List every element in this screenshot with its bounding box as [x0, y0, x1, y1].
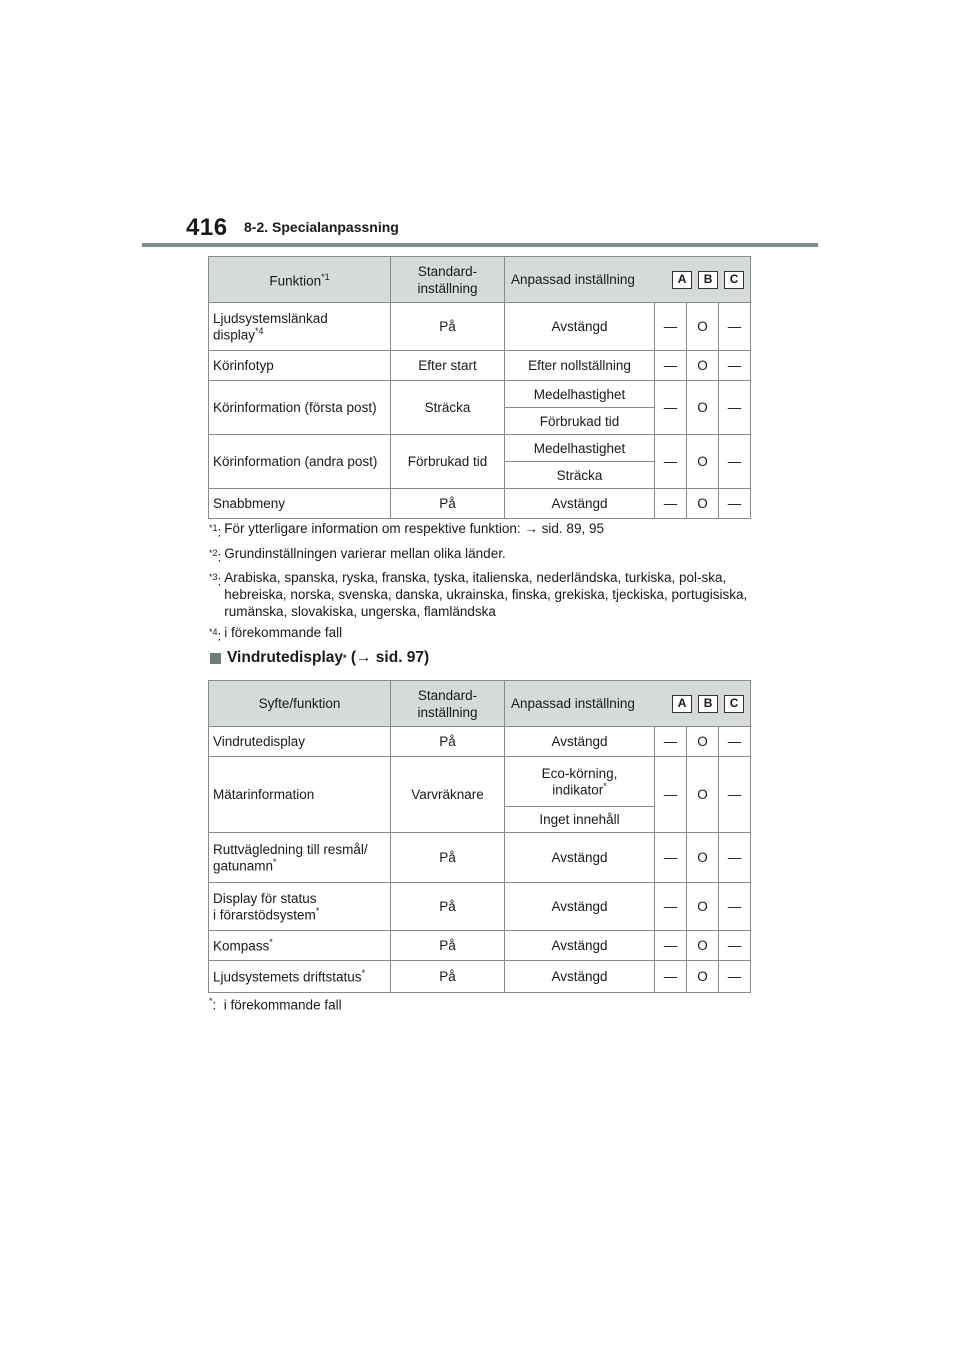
- col-a-cell: —: [655, 833, 687, 883]
- function-cell: Körinformation (första post): [209, 381, 391, 435]
- col-a-cell: —: [655, 883, 687, 931]
- custom-cell: Medelhastighet: [505, 381, 655, 408]
- col-c-cell: —: [719, 489, 751, 519]
- custom-cell: Avstängd: [505, 883, 655, 931]
- default-cell: På: [391, 961, 505, 993]
- function-cell: Kompass*: [209, 931, 391, 961]
- note-1: $^{*1}$: För ytterligare information om respektive funktion: → sid. 89, 95: [209, 521, 604, 540]
- col-b-cell: O: [687, 757, 719, 833]
- col-header-purpose: Syfte/funktion: [209, 681, 391, 727]
- col-b-cell: O: [687, 435, 719, 489]
- col-a-cell: —: [655, 757, 687, 833]
- default-cell: På: [391, 489, 505, 519]
- col-b-cell: O: [687, 833, 719, 883]
- col-c-cell: —: [719, 961, 751, 993]
- col-c-cell: —: [719, 381, 751, 435]
- table-row: [209, 303, 751, 351]
- default-cell: Efter start: [391, 351, 505, 381]
- col-a-cell: —: [655, 435, 687, 489]
- table-row: [209, 833, 751, 883]
- col-c-cell: —: [719, 757, 751, 833]
- col-c-cell: —: [719, 727, 751, 757]
- section-title: 8-2. Specialanpassning: [244, 219, 399, 235]
- col-header-custom: Anpassad inställning A B C: [505, 681, 751, 727]
- default-cell: På: [391, 727, 505, 757]
- col-c-cell: —: [719, 435, 751, 489]
- page-number: 416: [186, 214, 228, 241]
- function-cell: Display för status i förarstödsystem*: [209, 883, 391, 931]
- default-cell: På: [391, 303, 505, 351]
- function-cell: Snabbmeny: [209, 489, 391, 519]
- table-row: [209, 961, 751, 993]
- function-cell: Vindrutedisplay: [209, 727, 391, 757]
- col-a-cell: —: [655, 303, 687, 351]
- custom-cell: Avstängd: [505, 961, 655, 993]
- function-cell: Körinformation (andra post): [209, 435, 391, 489]
- custom-cell: Förbrukad tid: [505, 408, 655, 435]
- table-row: [209, 489, 751, 519]
- label-b-icon: B: [698, 271, 718, 289]
- custom-cell: Avstängd: [505, 489, 655, 519]
- custom-cell: Avstängd: [505, 833, 655, 883]
- col-header-custom: Anpassad inställning A B C: [505, 257, 751, 303]
- table-row: [209, 727, 751, 757]
- label-c-icon: C: [724, 695, 744, 713]
- custom-cell: Sträcka: [505, 462, 655, 489]
- custom-cell: Avstängd: [505, 931, 655, 961]
- col-a-cell: —: [655, 727, 687, 757]
- section-heading-windshield: Vindrutedisplay * (→ sid. 97): [210, 649, 429, 667]
- default-cell: Förbrukad tid: [391, 435, 505, 489]
- note-3: $^{*3}$: Arabiska, spanska, ryska, franska, tyska, italienska, nederländska, turkiska, pol-ska, hebreiska, norska, svenska, danska, ukrainska, finska, grekiska, tjeckiska, portugisiska, rumänska, slovakiska, ungerska, flamländska: [209, 570, 748, 619]
- label-c-icon: C: [724, 271, 744, 289]
- custom-cell: Avstängd: [505, 727, 655, 757]
- custom-cell: Eco-körning, indikator*: [505, 757, 655, 807]
- label-a-icon: A: [672, 695, 692, 713]
- col-b-cell: O: [687, 303, 719, 351]
- col-b-cell: O: [687, 883, 719, 931]
- note-4: $^{*4}$: i förekommande fall: [209, 625, 343, 644]
- footnotes: [209, 520, 769, 649]
- function-cell: Ljudsystemets driftstatus*: [209, 961, 391, 993]
- label-a-icon: A: [672, 271, 692, 289]
- default-cell: På: [391, 931, 505, 961]
- col-b-cell: O: [687, 727, 719, 757]
- table-row: [209, 351, 751, 381]
- function-cell: Ljudsystemslänkad display$^{*4}$: [209, 303, 391, 351]
- col-c-cell: —: [719, 833, 751, 883]
- table-row: [209, 931, 751, 961]
- col-a-cell: —: [655, 381, 687, 435]
- header-rule: [142, 243, 818, 247]
- function-cell: Mätarinformation: [209, 757, 391, 833]
- col-c-cell: —: [719, 931, 751, 961]
- col-b-cell: O: [687, 489, 719, 519]
- col-header-default: Standard- inställning: [391, 257, 505, 303]
- col-b-cell: O: [687, 961, 719, 993]
- col-a-cell: —: [655, 931, 687, 961]
- col-b-cell: O: [687, 351, 719, 381]
- col-c-cell: —: [719, 351, 751, 381]
- default-cell: Varvräknare: [391, 757, 505, 833]
- col-b-cell: O: [687, 931, 719, 961]
- custom-cell: Medelhastighet: [505, 435, 655, 462]
- col-header-default: Standard- inställning: [391, 681, 505, 727]
- default-cell: Sträcka: [391, 381, 505, 435]
- function-cell: Körinfotyp: [209, 351, 391, 381]
- table-row: [209, 381, 751, 408]
- default-cell: På: [391, 883, 505, 931]
- table-row: [209, 883, 751, 931]
- col-a-cell: —: [655, 961, 687, 993]
- col-a-cell: —: [655, 351, 687, 381]
- col-b-cell: O: [687, 381, 719, 435]
- table-row: [209, 435, 751, 462]
- custom-cell: Inget innehåll: [505, 807, 655, 833]
- custom-cell: Avstängd: [505, 303, 655, 351]
- function-cell: Ruttvägledning till resmål/ gatunamn*: [209, 833, 391, 883]
- note-2: $^{*2}$: Grundinställningen varierar mellan olika länder.: [209, 545, 506, 564]
- settings-table-1: [208, 256, 751, 519]
- settings-table-2: [208, 680, 751, 993]
- col-c-cell: —: [719, 303, 751, 351]
- col-a-cell: —: [655, 489, 687, 519]
- custom-cell: Efter nollställning: [505, 351, 655, 381]
- table2-footnote: *: i förekommande fall: [209, 996, 342, 1013]
- col-header-function: Funktion$^{*1}$: [209, 257, 391, 303]
- default-cell: På: [391, 833, 505, 883]
- bullet-square-icon: [210, 653, 221, 664]
- col-c-cell: —: [719, 883, 751, 931]
- label-b-icon: B: [698, 695, 718, 713]
- table-row: [209, 757, 751, 807]
